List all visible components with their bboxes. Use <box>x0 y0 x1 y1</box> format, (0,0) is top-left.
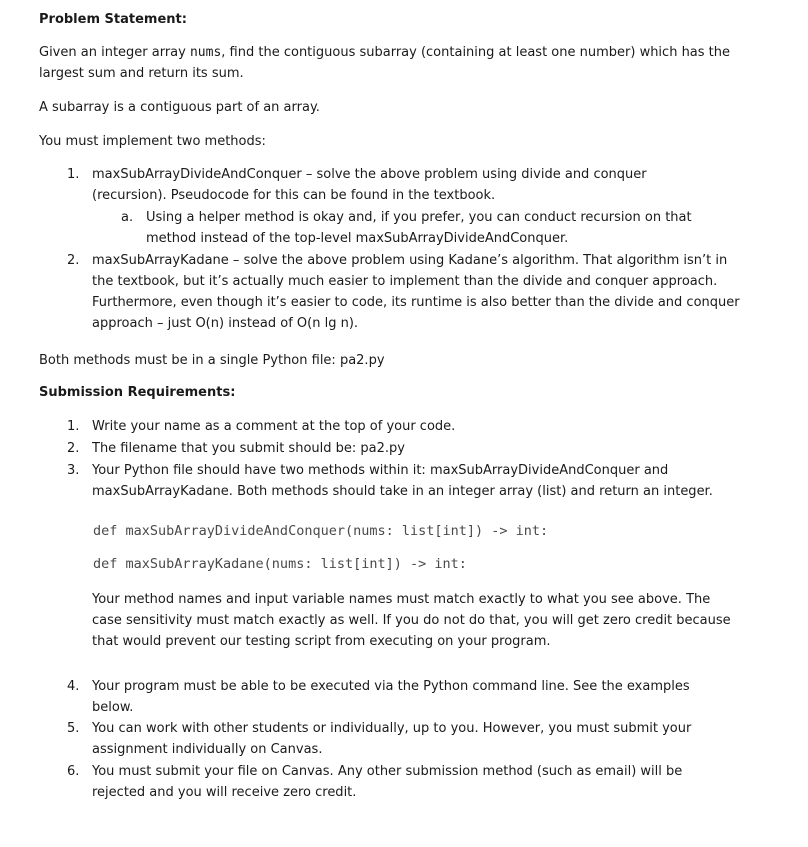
problem-statement-heading: Problem Statement: <box>39 12 187 27</box>
list-letter: a. <box>121 210 134 225</box>
list-text: Write your name as a comment at the top of your code. <box>92 419 456 434</box>
intro-text-after: , find the contiguous subarray (containing at least one number) which has the largest sum and return its sum. <box>39 45 731 81</box>
submission-requirements-heading: Submission Requirements: <box>39 385 236 400</box>
list-number: 2. <box>67 253 80 268</box>
list-number: 1. <box>67 167 80 182</box>
intro-paragraph <box>39 42 739 84</box>
intro-text-before: Given an integer array <box>39 45 190 60</box>
subarray-definition: A subarray is a contiguous part of an array. <box>39 100 320 115</box>
list-text: You can work with other students or individually, up to you. However, you must submit your assignment individually on Canvas. <box>92 721 692 757</box>
list-number: 3. <box>67 463 80 478</box>
list-text: maxSubArrayDivideAndConquer – solve the above problem using divide and conquer (recursion). Pseudocode for this can be found in the textbook. <box>92 167 647 203</box>
signature-divide-and-conquer: def maxSubArrayDivideAndConquer(nums: list[int]) -> int: <box>93 523 549 539</box>
signature-kadane: def maxSubArrayKadane(nums: list[int]) -> int: <box>93 556 467 572</box>
list-text: maxSubArrayKadane – solve the above problem using Kadane’s algorithm. That algorithm isn’t in the textbook, but it’s actually much easier to implement than the divide and conquer approach. Furthermore, even though it’s easier to code, its runtime is also better than the divide and conquer approach – just O(n) instead of O(n lg n). <box>92 253 740 331</box>
must-implement-text: You must implement two methods: <box>39 134 266 149</box>
intro-code-nums: nums <box>189 45 222 60</box>
list-text: Your Python file should have two methods within it: maxSubArrayDivideAndConquer and maxSubArrayKadane. Both methods should take in an integer array (list) and return an integer. <box>92 463 713 499</box>
list-text: Your program must be able to be executed via the Python command line. See the examples below. <box>92 679 690 715</box>
single-file-text: Both methods must be in a single Python file: pa2.py <box>39 353 385 368</box>
list-number: 1. <box>67 419 80 434</box>
list-text: Using a helper method is okay and, if you prefer, you can conduct recursion on that method instead of the top-level maxSubArrayDivideAndConquer. <box>146 210 692 246</box>
list-number: 6. <box>67 764 80 779</box>
list-text: You must submit your file on Canvas. Any other submission method (such as email) will be rejected and you will receive zero credit. <box>92 764 683 800</box>
list-number: 2. <box>67 441 80 456</box>
naming-note: Your method names and input variable names must match exactly to what you see above. The case sensitivity must match exactly as well. If you do not do that, you will get zero credit because that would prevent our testing script from executing on your program. <box>92 592 731 649</box>
list-number: 4. <box>67 679 80 694</box>
list-text: The filename that you submit should be: pa2.py <box>92 441 405 456</box>
list-number: 5. <box>67 721 80 736</box>
